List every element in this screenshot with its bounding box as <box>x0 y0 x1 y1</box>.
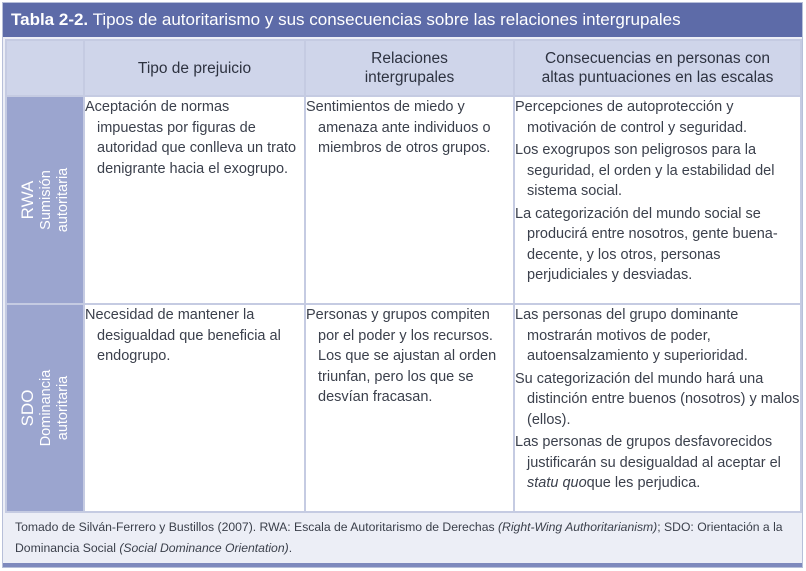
header-relations: Relaciones intergrupales <box>305 40 514 96</box>
cell-text: Los exogrupos son peligrosos para la seguridad, el orden y la estabilidad del sistema social. <box>515 142 775 199</box>
footnote-text: ; SDO: Orientación a la Dominancia Social <box>15 520 783 555</box>
table-row <box>6 304 801 512</box>
cell-text: Sentimientos de miedo y amenaza ante individuos o miembros de otros grupos. <box>306 99 491 156</box>
table-figure <box>2 2 803 568</box>
header-corner <box>6 40 84 96</box>
table-row <box>6 96 801 304</box>
cell-text: Su categorización del mundo hará una distinción entre buenos (nosotros) y malos (ellos). <box>515 370 800 428</box>
cell-text <box>515 432 800 494</box>
row-abbr: RWA <box>18 180 37 220</box>
consequences-cell <box>514 96 801 304</box>
authoritarianism-table <box>5 39 802 513</box>
table-title-text: Tipos de autoritarismo y sus consecuencias sobre las relaciones intergrupales <box>88 10 681 29</box>
table-title <box>3 3 802 37</box>
cell-text: Percepciones de autoprotección y motivación de control y seguridad. <box>515 99 748 136</box>
table-footnote <box>15 517 797 559</box>
footnote-italic: (Right-Wing Authoritarianism) <box>497 520 658 534</box>
row-label: Sumisión autoritaria <box>38 167 71 233</box>
prejudice-cell <box>84 304 305 512</box>
footnote-italic: (Social Dominance Orientation) <box>119 541 289 555</box>
text-run: que les perjudica. <box>586 475 701 491</box>
header-row <box>6 40 801 96</box>
bottom-rule <box>3 563 802 567</box>
row-label-rwa <box>6 96 84 304</box>
prejudice-cell <box>84 96 305 304</box>
cell-text: Personas y grupos compiten por el poder y los recursos. Los que se ajustan al orden triunfan, pero los que se desvían fracasan. <box>306 307 497 405</box>
table-number: Tabla 2-2. <box>11 10 89 29</box>
row-label: Dominancia autoritaria <box>38 369 71 447</box>
cell-text: Necesidad de mantener la desigualdad que beneficia al endogrupo. <box>85 307 281 364</box>
row-abbr: SDO <box>18 389 37 427</box>
cell-text: Aceptación de normas impuestas por figuras de autoridad que conlleva un trato denigrante hacia el exogrupo. <box>85 99 297 177</box>
footnote-text: Tomado de Silván-Ferrero y Bustillos (2007). RWA: Escala de Autoritarismo de Derechas <box>15 520 498 534</box>
cell-text: Las personas del grupo dominante mostrarán motivos de poder, autoensalzamiento y superioridad. <box>515 307 748 364</box>
relations-cell <box>305 304 514 512</box>
row-label-text <box>18 136 72 264</box>
row-label-sdo <box>6 304 84 512</box>
header-consequences: Consecuencias en personas con altas puntuaciones en las escalas <box>514 40 801 96</box>
text-run-italic: statu quo <box>527 475 587 491</box>
relations-cell <box>305 96 514 304</box>
header-prejudice: Tipo de prejuicio <box>84 40 305 96</box>
text-run: Las personas de grupos desfavorecidos justificarán su desigualdad al aceptar el <box>515 434 781 471</box>
row-label-text <box>18 344 72 472</box>
footnote-text: . <box>288 541 293 555</box>
consequences-cell <box>514 304 801 512</box>
cell-text: La categorización del mundo social se producirá entre nosotros, gente buena-decente, y los otros, personas perjudiciales y desviadas. <box>515 205 778 283</box>
